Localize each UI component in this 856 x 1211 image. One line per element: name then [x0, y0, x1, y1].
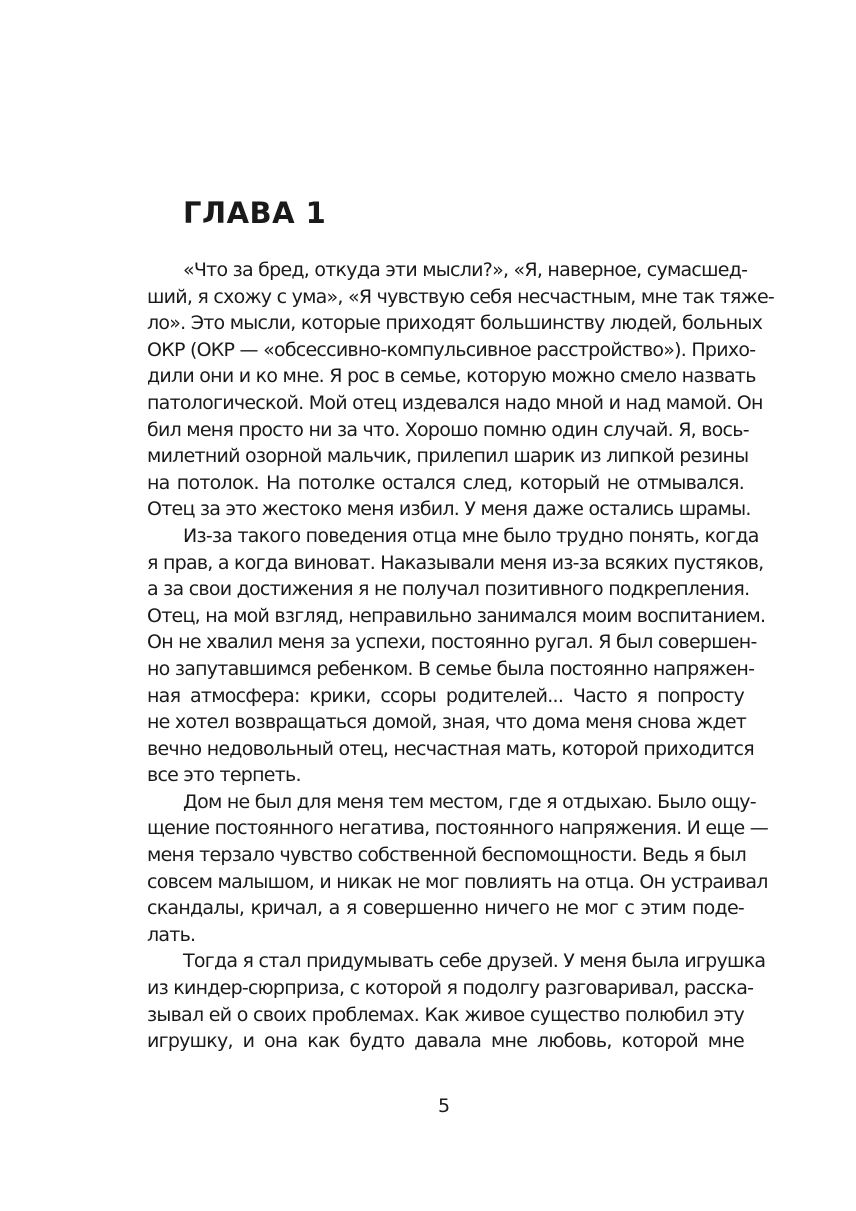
text-line: Отец за это жестоко меня избил. У меня даже остались шрамы.	[147, 498, 751, 521]
paragraph	[147, 257, 774, 523]
text-line: ло». Это мысли, которые приходят большинству людей, больных	[147, 312, 763, 335]
text-line: не хотел возвращаться домой, зная, что дома меня снова ждет	[147, 711, 747, 734]
text-line: зывал ей о своих проблемах. Как живое существо полюбил эту	[147, 1003, 744, 1026]
text-line: «Что за бред, откуда эти мысли?», «Я, наверное, сумасшед-	[183, 259, 748, 281]
text-line: меня терзало чувство собственной беспомощности. Ведь я был	[147, 844, 747, 867]
text-line: на потолок. На потолке остался след, который не отмывался.	[147, 471, 744, 494]
text-line: ший, я схожу с ума», «Я чувствую себя несчастным, мне так тяже-	[147, 285, 774, 308]
text-line: а за свои достижения я не получал позитивного подкрепления.	[147, 578, 750, 601]
text-line: ная атмосфера: крики, ссоры родителей... Часто я попросту	[147, 684, 744, 707]
text-line: игрушку, и она как будто давала мне любовь, которой мне	[147, 1030, 744, 1053]
text-line: лать.	[147, 923, 196, 946]
text-line: все это терпеть.	[147, 764, 301, 787]
text-line: милетний озорной мальчик, прилепил шарик из липкой резины	[147, 445, 749, 468]
paragraph	[147, 523, 766, 789]
text-line: совсем малышом, и никак не мог повлиять на отца. Он устраивал	[147, 870, 768, 893]
text-line: бил меня просто ни за что. Хорошо помню один случай. Я, вось-	[147, 418, 749, 441]
paragraph	[147, 789, 769, 949]
text-line: Дом не был для меня тем местом, где я отдыхаю. Было ощу-	[183, 790, 756, 813]
chapter-title: ГЛАВА 1	[183, 196, 327, 230]
text-line: вечно недовольный отец, несчастная мать, которой приходится	[147, 737, 754, 760]
text-line: Он не хвалил меня за успехи, постоянно ругал. Я был совершен-	[147, 631, 757, 654]
text-line: но запутавшимся ребенком. В семье была постоянно напряжен-	[147, 657, 755, 680]
paragraph	[147, 948, 766, 1054]
text-line: я прав, а когда виноват. Наказывали меня из-за всяких пустяков,	[147, 551, 764, 574]
text-line: скандалы, кричал, а я совершенно ничего не мог с этим поде-	[147, 897, 744, 920]
text-line: из киндер-сюрприза, с которой я подолгу разговаривал, расска-	[147, 977, 754, 1000]
text-line: ОКР (ОКР — «обсессивно-компульсивное расстройство»). Прихо-	[147, 338, 756, 361]
text-line: Из-за такого поведения отца мне было трудно понять, когда	[183, 524, 759, 547]
text-line: Отец, на мой взгляд, неправильно занимался моим воспитанием.	[147, 604, 766, 627]
text-line: Тогда я стал придумывать себе друзей. У меня была игрушка	[183, 950, 766, 973]
page-number: 5	[437, 1095, 451, 1117]
text-line: патологической. Мой отец издевался надо мной и над мамой. Он	[147, 391, 763, 414]
text-line: щение постоянного негатива, постоянного напряжения. И еще —	[147, 817, 769, 840]
body-text	[147, 257, 774, 1055]
text-line: дили они и ко мне. Я рос в семье, которую можно смело назвать	[147, 365, 756, 388]
